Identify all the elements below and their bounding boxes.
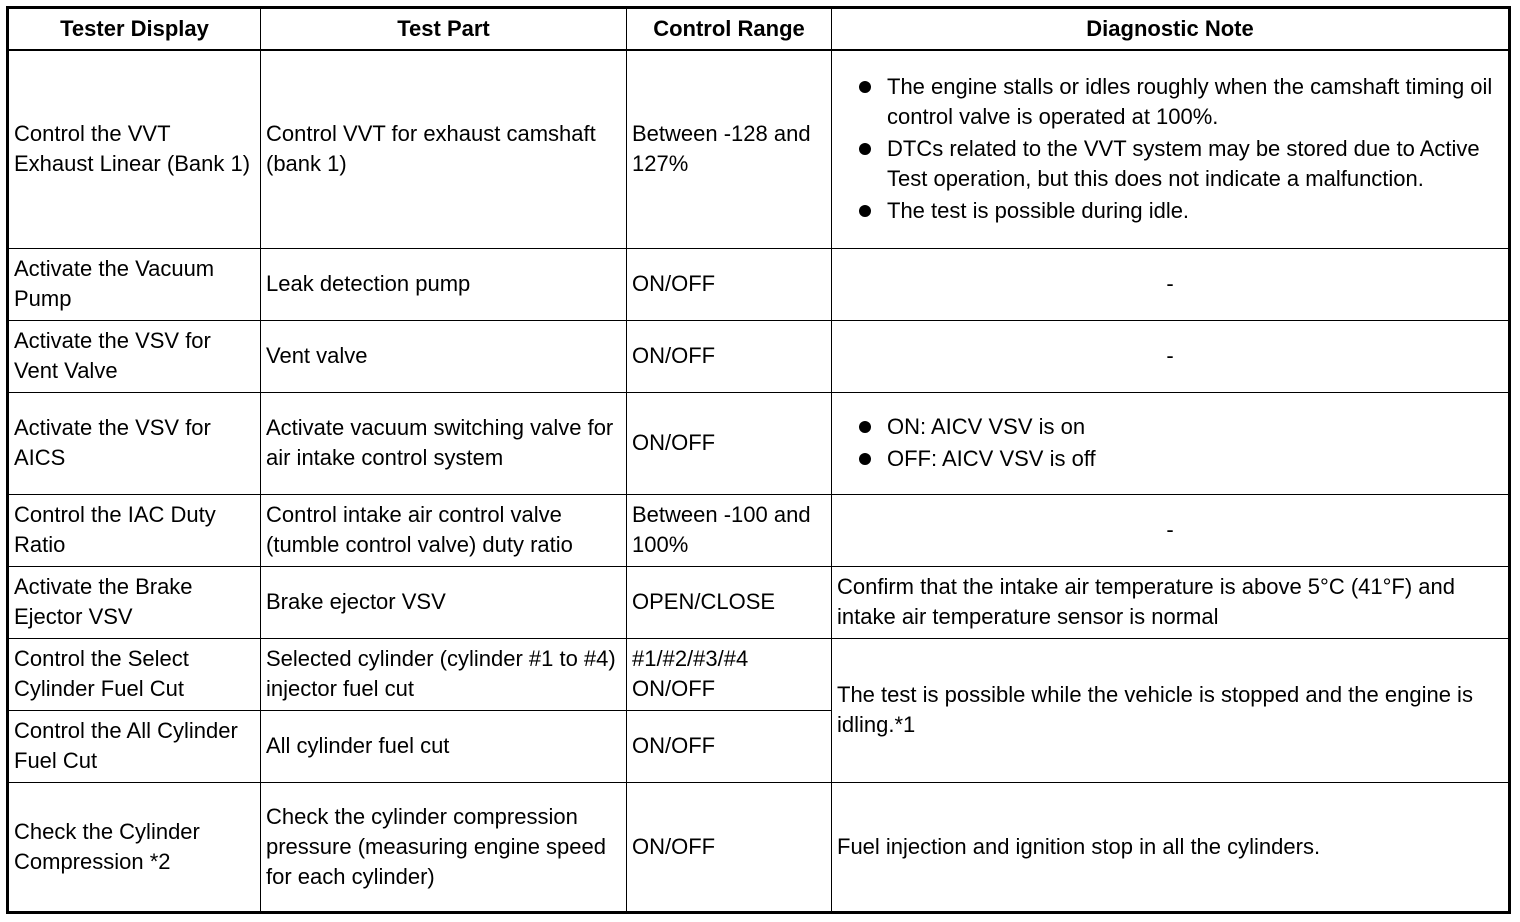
table-row — [8, 248, 1510, 320]
header-row — [8, 8, 1510, 51]
test-part-cell: Leak detection pump — [261, 248, 627, 320]
tester-display-cell: Control the VVT Exhaust Linear (Bank 1) — [8, 50, 261, 248]
note-bullet — [837, 196, 1503, 226]
note-bullet-text: DTCs related to the VVT system may be stored due to Active Test operation, but this does not indicate a malfunction. — [887, 136, 1480, 192]
note-bullet-text: The test is possible during idle. — [887, 198, 1190, 224]
diagnostic-note-cell — [832, 50, 1510, 248]
diagnostic-note-cell — [832, 392, 1510, 494]
test-part-cell: Control intake air control valve (tumble control valve) duty ratio — [261, 494, 627, 566]
note-bullet — [837, 72, 1503, 132]
header-test-part: Test Part — [261, 8, 627, 51]
control-range-cell: ON/OFF — [627, 782, 832, 912]
table-row — [8, 566, 1510, 638]
note-bullet — [837, 134, 1503, 194]
table-row — [8, 494, 1510, 566]
bullet-dot-icon — [859, 205, 871, 217]
test-part-cell: Check the cylinder compression pressure (measuring engine speed for each cylinder) — [261, 782, 627, 912]
test-part-cell: Vent valve — [261, 320, 627, 392]
control-range-cell: ON/OFF — [627, 248, 832, 320]
table-row — [8, 782, 1510, 912]
tester-display-cell: Check the Cylinder Compression *2 — [8, 782, 261, 912]
test-part-cell: All cylinder fuel cut — [261, 710, 627, 782]
diagnostic-note-cell: Confirm that the intake air temperature is above 5°C (41°F) and intake air temperature sensor is normal — [832, 566, 1510, 638]
control-range-cell: Between -128 and 127% — [627, 50, 832, 248]
note-bullet — [837, 444, 1503, 474]
tester-display-cell: Control the All Cylinder Fuel Cut — [8, 710, 261, 782]
bullet-dot-icon — [859, 421, 871, 433]
note-bullet — [837, 412, 1503, 442]
note-bullet-text: OFF: AICV VSV is off — [887, 446, 1096, 471]
tester-display-cell: Control the IAC Duty Ratio — [8, 494, 261, 566]
table-row — [8, 638, 1510, 710]
diagnostic-note-cell: - — [832, 248, 1510, 320]
diagnostic-note-cell: Fuel injection and ignition stop in all the cylinders. — [832, 782, 1510, 912]
diagnostic-note-cell: The test is possible while the vehicle is stopped and the engine is idling.*1 — [832, 638, 1510, 782]
tester-display-cell: Activate the VSV for Vent Valve — [8, 320, 261, 392]
control-range-cell: OPEN/CLOSE — [627, 566, 832, 638]
note-bullet-list — [837, 412, 1503, 474]
test-part-cell: Selected cylinder (cylinder #1 to #4) injector fuel cut — [261, 638, 627, 710]
header-diagnostic-note: Diagnostic Note — [832, 8, 1510, 51]
note-bullet-list — [837, 72, 1503, 226]
bullet-dot-icon — [859, 453, 871, 465]
note-bullet-text: ON: AICV VSV is on — [887, 414, 1086, 439]
test-part-cell: Brake ejector VSV — [261, 566, 627, 638]
tester-display-cell: Activate the Vacuum Pump — [8, 248, 261, 320]
tester-display-cell: Activate the Brake Ejector VSV — [8, 566, 261, 638]
active-test-table — [6, 6, 1511, 914]
header-control-range: Control Range — [627, 8, 832, 51]
note-bullet-text: The engine stalls or idles roughly when the camshaft timing oil control valve is operated at 100%. — [887, 74, 1493, 130]
control-range-cell: ON/OFF — [627, 320, 832, 392]
control-range-cell: Between -100 and 100% — [627, 494, 832, 566]
test-part-cell: Activate vacuum switching valve for air intake control system — [261, 392, 627, 494]
control-range-cell: ON/OFF — [627, 710, 832, 782]
tester-display-cell: Control the Select Cylinder Fuel Cut — [8, 638, 261, 710]
tester-display-cell: Activate the VSV for AICS — [8, 392, 261, 494]
test-part-cell: Control VVT for exhaust camshaft (bank 1) — [261, 50, 627, 248]
header-tester-display: Tester Display — [8, 8, 261, 51]
table-row — [8, 50, 1510, 248]
diagnostic-note-cell: - — [832, 320, 1510, 392]
bullet-dot-icon — [859, 143, 871, 155]
control-range-cell: #1/#2/#3/#4 ON/OFF — [627, 638, 832, 710]
table-row — [8, 320, 1510, 392]
bullet-dot-icon — [859, 81, 871, 93]
diagnostic-note-cell: - — [832, 494, 1510, 566]
table-row — [8, 392, 1510, 494]
control-range-cell: ON/OFF — [627, 392, 832, 494]
